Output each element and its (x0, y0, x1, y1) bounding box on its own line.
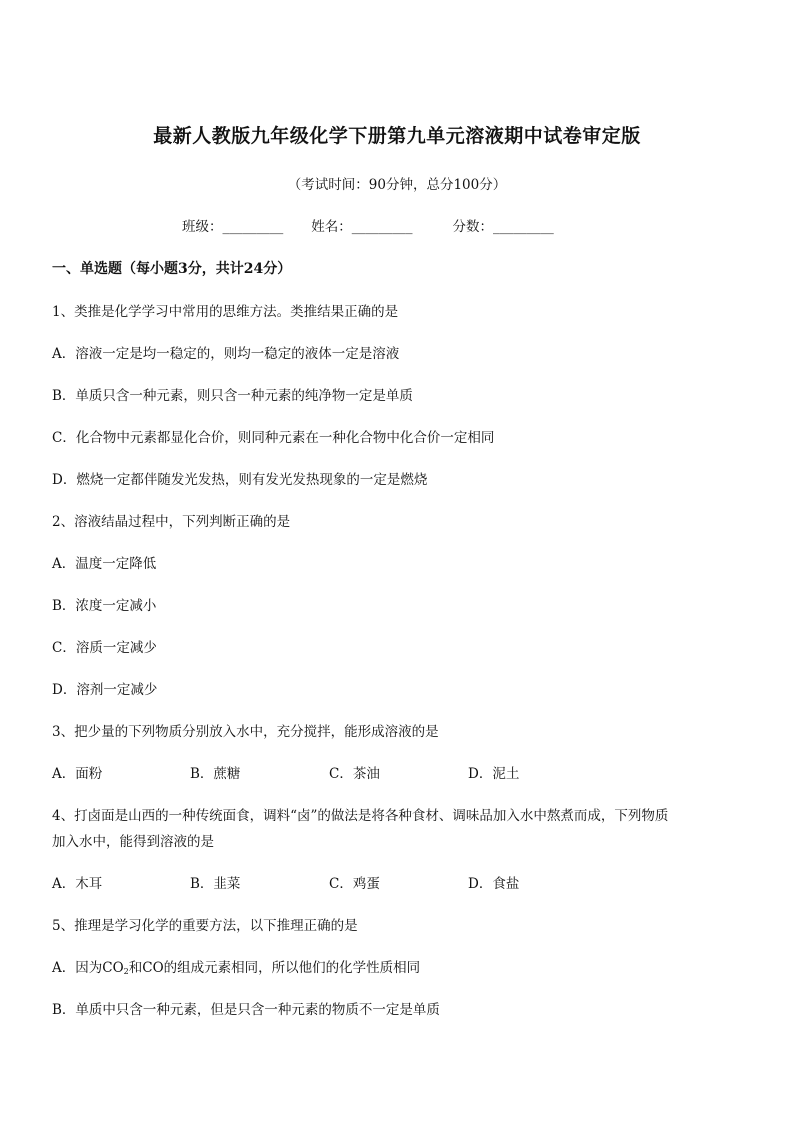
section-heading: 一、单选题（每小题3分，共计24分） (52, 261, 292, 277)
question-1-option-c: C．化合物中元素都显化合价，则同种元素在一种化合物中化合价一定相同 (52, 430, 495, 446)
question-4-stem-line1: 4、打卤面是山西的一种传统面食，调料“卤”的做法是将各种食材、调味品加入水中熬煮而成，下列物质 (52, 808, 669, 824)
question-5-stem: 5、推理是学习化学的重要方法，以下推理正确的是 (52, 918, 358, 934)
class-field: 班级：_________ (182, 219, 284, 235)
name-field: 姓名：_________ (311, 219, 413, 235)
question-3-option-a: A．面粉 (52, 766, 103, 782)
question-2-option-b: B．浓度一定减小 (52, 598, 157, 614)
question-3-option-b: B．蔗糖 (190, 766, 241, 782)
question-5-option-a (52, 956, 420, 976)
question-4-option-c: C．鸡蛋 (329, 876, 380, 892)
question-4-stem-line2: 加入水中，能得到溶液的是 (52, 834, 214, 850)
score-field: 分数：_________ (452, 219, 554, 235)
question-4-option-d: D．食盐 (468, 876, 520, 892)
page-title: 最新人教版九年级化学下册第九单元溶液期中试卷审定版 (153, 125, 641, 147)
question-1-option-d: D．燃烧一定都伴随发光发热，则有发光发热现象的一定是燃烧 (52, 472, 428, 488)
student-info-row (182, 215, 554, 235)
question-4-option-b: B．韭菜 (190, 876, 241, 892)
question-3-option-c: C．茶油 (329, 766, 380, 782)
question-2-stem: 2、溶液结晶过程中，下列判断正确的是 (52, 514, 291, 530)
question-2-option-c: C．溶质一定减少 (52, 640, 157, 656)
question-1-option-a: A．溶液一定是均一稳定的，则均一稳定的液体一定是溶液 (52, 346, 400, 362)
question-3-stem: 3、把少量的下列物质分别放入水中，充分搅拌，能形成溶液的是 (52, 724, 439, 740)
co2-subscript: 2 (123, 967, 129, 976)
question-3-option-d: D．泥土 (468, 766, 520, 782)
question-5-option-a-pre: A．因为CO (52, 960, 124, 976)
exam-subtitle: （考试时间：90分钟，总分100分） (287, 177, 507, 193)
question-5-option-a-post: 和CO的组成元素相同，所以他们的化学性质相同 (128, 960, 421, 976)
question-2-option-a: A．温度一定降低 (52, 556, 157, 572)
question-5-option-b: B．单质中只含一种元素，但是只含一种元素的物质不一定是单质 (52, 1002, 440, 1018)
question-4-option-a: A．木耳 (52, 876, 103, 892)
question-1-stem: 1、类推是化学学习中常用的思维方法。类推结果正确的是 (52, 304, 399, 320)
question-2-option-d: D．溶剂一定减少 (52, 682, 158, 698)
question-1-option-b: B．单质只含一种元素，则只含一种元素的纯净物一定是单质 (52, 388, 413, 404)
